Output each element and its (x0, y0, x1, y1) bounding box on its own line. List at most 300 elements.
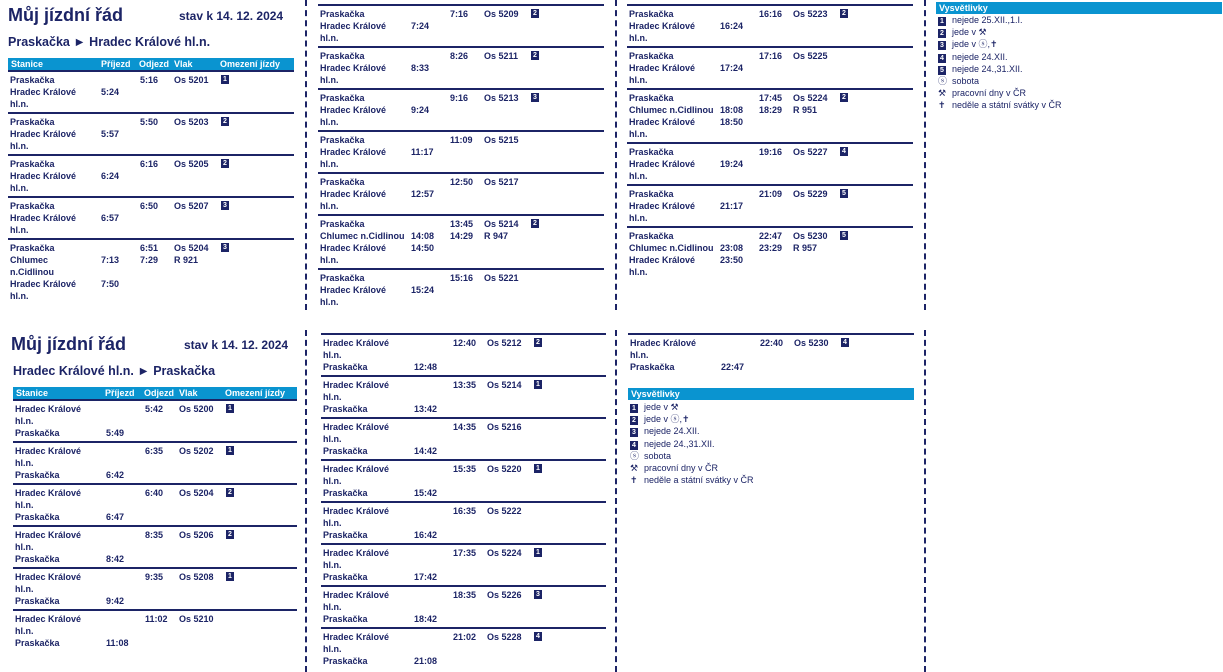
departure-cell: 6:16 (140, 159, 159, 169)
station-cell: hl.n. (323, 518, 342, 528)
station-cell: Hradec Králové (629, 159, 696, 169)
timetable-row (318, 74, 604, 86)
legend-item (630, 451, 671, 462)
station-cell: Praskačka (15, 512, 60, 522)
train-cell: Os 5228 (487, 632, 522, 642)
connection-block (321, 417, 606, 457)
timetable-row (8, 98, 294, 110)
legend-symbol: 1 (938, 17, 946, 26)
timetable-row (627, 62, 913, 74)
legend-item (630, 414, 690, 425)
train-cell: R 947 (484, 231, 509, 241)
bottom-column-2 (321, 333, 606, 669)
timetable-row (13, 457, 297, 469)
train-cell: Os 5224 (487, 548, 522, 558)
train-cell: Os 5216 (487, 422, 522, 432)
station-cell: Hradec Králové (15, 446, 82, 456)
legend-symbol: ⚒ (630, 463, 639, 473)
connection-block (13, 609, 297, 649)
station-cell: Hradec Králové (323, 338, 390, 348)
train-cell: R 921 (174, 255, 199, 265)
departure-cell: 6:35 (145, 446, 164, 456)
timetable-row (318, 272, 604, 284)
connection-block (627, 46, 913, 86)
timetable-row (318, 146, 604, 158)
departure-cell: 8:26 (450, 51, 469, 61)
station-cell: Hradec Králové (629, 21, 696, 31)
arrival-cell: 8:33 (411, 63, 430, 73)
departure-cell: 8:35 (145, 530, 164, 540)
departure-cell: 19:16 (759, 147, 783, 157)
timetable-row (13, 415, 297, 427)
station-cell: Chlumec n.Cidlinou (629, 243, 714, 253)
connection-block (321, 375, 606, 415)
station-cell: Praskačka (629, 93, 674, 103)
station-cell: Praskačka (630, 362, 675, 372)
station-cell: Praskačka (323, 614, 368, 624)
timetable-row (627, 200, 913, 212)
legend-symbol: 4 (938, 54, 946, 63)
timetable-row (8, 266, 294, 278)
connection-block (321, 543, 606, 583)
station-cell: hl.n. (320, 33, 339, 43)
connection-block (8, 238, 294, 302)
restriction-badge: 5 (840, 189, 848, 198)
timetable-row (318, 230, 604, 242)
legend-symbol: 3 (938, 41, 946, 50)
restriction-badge: 1 (226, 404, 234, 413)
timetable-row (321, 379, 606, 391)
timetable-row (321, 631, 606, 643)
timetable-row (321, 463, 606, 475)
arrival-cell: 16:42 (414, 530, 438, 540)
timetable-row (627, 50, 913, 62)
restriction-badge: 4 (840, 147, 848, 156)
legend-symbol: ⓢ (938, 76, 948, 86)
timetable-row (13, 595, 297, 607)
restriction-badge: 2 (531, 51, 539, 60)
legend-text: pracovní dny v ČR (644, 463, 719, 473)
station-cell: Praskačka (10, 159, 55, 169)
timetable-row (627, 92, 913, 104)
restriction-badge: 2 (221, 117, 229, 126)
departure-cell: 15:35 (453, 464, 477, 474)
timetable-row (627, 242, 913, 254)
timetable-row (8, 290, 294, 302)
timetable-row (627, 212, 913, 224)
timetable-row (8, 158, 294, 170)
timetable-row (321, 421, 606, 433)
departure-cell: 14:35 (453, 422, 477, 432)
timetable-row (318, 116, 604, 128)
train-cell: Os 5220 (487, 464, 522, 474)
station-cell: Hradec Králové (15, 572, 82, 582)
connection-block (318, 172, 604, 212)
legend-item (938, 76, 979, 87)
timetable-row (321, 613, 606, 625)
timetable-row (13, 613, 297, 625)
train-cell: Os 5212 (487, 338, 522, 348)
timetable-row (318, 242, 604, 254)
departure-cell: 15:16 (450, 273, 474, 283)
train-cell: Os 5230 (793, 231, 828, 241)
arrival-cell: 14:42 (414, 446, 438, 456)
timetable-row (627, 188, 913, 200)
timetable-row (627, 74, 913, 86)
timetable-row (13, 583, 297, 595)
header-departure: Odjezd (139, 59, 170, 69)
restriction-badge: 4 (841, 338, 849, 347)
legend-symbol: ✝ (630, 475, 638, 486)
station-cell: Hradec Králové (320, 285, 387, 295)
timetable-row (13, 499, 297, 511)
connection-block (8, 154, 294, 194)
train-cell: Os 5223 (793, 9, 828, 19)
connection-block (318, 88, 604, 128)
station-cell: Hradec Králové (323, 548, 390, 558)
train-cell: Os 5224 (793, 93, 828, 103)
connection-block (321, 627, 606, 667)
connection-block (318, 268, 604, 308)
connection-block (318, 214, 604, 266)
station-cell: Praskačka (10, 117, 55, 127)
connection-block (318, 4, 604, 44)
legend-symbol: ⚒ (938, 88, 947, 99)
divider (305, 330, 307, 672)
arrival-cell: 22:47 (721, 362, 745, 372)
header-arrival: Příjezd (101, 59, 131, 69)
legend-item (938, 100, 1062, 111)
timetable-row (8, 278, 294, 290)
arrival-cell: 6:47 (106, 512, 125, 522)
departure-cell: 13:45 (450, 219, 474, 229)
station-cell: hl.n. (10, 99, 29, 109)
legend-text: sobota (952, 76, 980, 86)
station-cell: Hradec Králové (630, 338, 697, 348)
station-cell: Hradec Králové (323, 632, 390, 642)
header-departure: Odjezd (144, 388, 175, 398)
header-train: Vlak (174, 59, 193, 69)
timetable-row (8, 254, 294, 266)
arrival-cell: 17:42 (414, 572, 438, 582)
arrival-cell: 7:24 (411, 21, 430, 31)
header-station: Stanice (11, 59, 44, 69)
station-cell: Hradec Králové (15, 530, 82, 540)
station-cell: Chlumec n.Cidlinou (320, 231, 405, 241)
timetable-row (321, 433, 606, 445)
station-cell: hl.n. (630, 350, 649, 360)
timetable-row (13, 571, 297, 583)
arrival-cell: 7:13 (101, 255, 120, 265)
timetable-row (627, 158, 913, 170)
train-cell: Os 5204 (174, 243, 209, 253)
station-cell: hl.n. (15, 500, 34, 510)
station-cell: hl.n. (323, 434, 342, 444)
timetable-row (321, 547, 606, 559)
route-title-return: Hradec Králové hl.n. ► Praskačka (13, 364, 216, 378)
station-cell: hl.n. (15, 416, 34, 426)
timetable-row (627, 170, 913, 182)
station-cell: Praskačka (323, 656, 368, 666)
connection-block (321, 585, 606, 625)
station-cell: Praskačka (320, 9, 365, 19)
train-cell: Os 5225 (793, 51, 828, 61)
station-cell: Hradec Králové (323, 422, 390, 432)
bottom-column-3 (628, 333, 914, 375)
departure-cell: 16:16 (759, 9, 783, 19)
legend-title: Vysvětlivky (936, 2, 1222, 14)
connection-block (318, 46, 604, 86)
arrival-cell: 21:08 (414, 656, 438, 666)
train-cell: Os 5207 (174, 201, 209, 211)
station-cell: hl.n. (629, 75, 648, 85)
top-column-3 (627, 4, 913, 280)
station-cell: Hradec Králové (320, 147, 387, 157)
arrival-cell: 14:08 (411, 231, 435, 241)
timetable-row (318, 176, 604, 188)
station-cell: hl.n. (629, 267, 648, 277)
restriction-badge: 3 (531, 93, 539, 102)
timetable-row (321, 589, 606, 601)
timetable-row (13, 427, 297, 439)
restriction-badge: 3 (221, 201, 229, 210)
timetable-row (13, 625, 297, 637)
connection-block (627, 184, 913, 224)
station-cell: Praskačka (320, 177, 365, 187)
connection-block (627, 226, 913, 278)
station-cell: Hradec Králové (15, 614, 82, 624)
connection-block (627, 4, 913, 44)
train-cell: Os 5210 (179, 614, 214, 624)
timetable-row (8, 212, 294, 224)
timetable-row (318, 32, 604, 44)
timetable-row (321, 505, 606, 517)
divider (305, 0, 307, 310)
connection-block (8, 112, 294, 152)
departure-cell: 9:35 (145, 572, 164, 582)
legend-text: nejede 24.,31.XII. (952, 63, 1023, 74)
departure-cell: 17:45 (759, 93, 783, 103)
table-header (8, 58, 294, 70)
legend-item (630, 475, 754, 486)
station-cell: Hradec Králové (629, 63, 696, 73)
arrival-cell: 7:50 (101, 279, 120, 289)
departure-cell: 17:16 (759, 51, 783, 61)
station-cell: Hradec Králové (10, 87, 77, 97)
page-title-return: Můj jízdní řád (11, 334, 126, 354)
train-cell: Os 5214 (484, 219, 519, 229)
timetable-row (318, 188, 604, 200)
departure-cell: 21:02 (453, 632, 477, 642)
station-cell: hl.n. (320, 255, 339, 265)
restriction-badge: 3 (534, 590, 542, 599)
station-cell: hl.n. (323, 644, 342, 654)
train-cell: Os 5213 (484, 93, 519, 103)
legend-text: neděle a státní svátky v ČR (952, 100, 1062, 111)
station-cell: hl.n. (320, 117, 339, 127)
timetable-row (627, 116, 913, 128)
timetable-row (321, 391, 606, 403)
station-cell: hl.n. (323, 476, 342, 486)
timetable-row (321, 349, 606, 361)
arrival-cell: 5:49 (106, 428, 125, 438)
legend-text: sobota (644, 450, 672, 461)
station-cell: Hradec Králové (10, 279, 77, 289)
train-cell: Os 5203 (174, 117, 209, 127)
station-cell: Hradec Králové (10, 129, 77, 139)
divider (924, 0, 926, 310)
station-cell: Hradec Králové (323, 506, 390, 516)
top-column-2 (318, 4, 604, 310)
timetable-row (8, 182, 294, 194)
legend-symbol: ✝ (938, 100, 946, 111)
restriction-badge: 2 (840, 9, 848, 18)
train-cell: Os 5200 (179, 404, 214, 414)
timetable-row (321, 445, 606, 457)
station-cell: hl.n. (10, 141, 29, 151)
station-cell: Hradec Králové (320, 243, 387, 253)
station-cell: Praskačka (320, 93, 365, 103)
valid-date: stav k 14. 12. 2024 (179, 9, 284, 23)
timetable-row (8, 140, 294, 152)
train-cell: Os 5209 (484, 9, 519, 19)
arrival-cell: 9:24 (411, 105, 430, 115)
station-cell: Praskačka (320, 273, 365, 283)
arrival-cell: 14:50 (411, 243, 435, 253)
timetable-row (318, 20, 604, 32)
arrival-cell: 5:24 (101, 87, 120, 97)
arrival-cell: 12:48 (414, 362, 438, 372)
timetable-row (321, 571, 606, 583)
station-cell: Praskačka (323, 446, 368, 456)
departure-cell: 12:50 (450, 177, 474, 187)
station-cell: Praskačka (629, 231, 674, 241)
timetable-row (321, 403, 606, 415)
header-station: Stanice (16, 388, 49, 398)
restriction-badge: 2 (534, 338, 542, 347)
legend-item (630, 426, 700, 437)
connection-block (627, 142, 913, 182)
station-cell: Praskačka (323, 572, 368, 582)
restriction-badge: 5 (840, 231, 848, 240)
legend-symbol: 2 (938, 29, 946, 38)
timetable-row (321, 601, 606, 613)
timetable-row (321, 337, 606, 349)
timetable-row (13, 403, 297, 415)
departure-cell: 16:35 (453, 506, 477, 516)
station-cell: Praskačka (323, 530, 368, 540)
departure-cell: 13:35 (453, 380, 477, 390)
station-cell: hl.n. (15, 458, 34, 468)
arrival-cell: 11:08 (106, 638, 129, 648)
timetable-row (628, 361, 914, 373)
timetable-row (318, 296, 604, 308)
departure-cell: 17:35 (453, 548, 477, 558)
train-cell: R 951 (793, 105, 818, 115)
timetable-row (8, 74, 294, 86)
station-cell: Praskačka (320, 135, 365, 145)
connection-block (318, 130, 604, 170)
legend-item (630, 439, 715, 450)
timetable-row (627, 128, 913, 140)
timetable-row (13, 469, 297, 481)
departure-cell: 6:40 (145, 488, 164, 498)
top-column-1 (8, 70, 294, 304)
restriction-badge: 2 (226, 488, 234, 497)
station-cell: hl.n. (629, 213, 648, 223)
timetable-row (318, 134, 604, 146)
legend-item (938, 27, 987, 38)
legend-text: nejede 24.XII. (644, 426, 700, 437)
station-cell: Praskačka (629, 147, 674, 157)
timetable-row (8, 116, 294, 128)
arrival-cell: 21:17 (720, 201, 744, 211)
legend-text: neděle a státní svátky v ČR (644, 475, 754, 486)
connection-block (321, 501, 606, 541)
train-cell: Os 5217 (484, 177, 519, 187)
train-cell: Os 5221 (484, 273, 519, 283)
station-cell: Praskačka (15, 638, 60, 648)
station-cell: hl.n. (15, 542, 34, 552)
timetable-row (13, 541, 297, 553)
timetable-row (13, 529, 297, 541)
station-cell: Praskačka (15, 596, 60, 606)
connection-block (13, 441, 297, 481)
timetable-row (318, 158, 604, 170)
timetable-row (627, 266, 913, 278)
departure-cell: 21:09 (759, 189, 783, 199)
timetable-row (13, 445, 297, 457)
legend-text: jede v ⓢ,✝ (644, 414, 690, 425)
restriction-badge: 2 (221, 159, 229, 168)
departure-cell: 22:40 (760, 338, 784, 348)
timetable-row (13, 637, 297, 649)
station-cell: Hradec Králové (10, 171, 77, 181)
train-cell: Os 5204 (179, 488, 214, 498)
station-cell: Chlumec n.Cidlinou (629, 105, 714, 115)
timetable-row (318, 218, 604, 230)
restriction-badge: 2 (531, 9, 539, 18)
restriction-badge: 1 (226, 446, 234, 455)
arrival-cell: 15:24 (411, 285, 435, 295)
timetable-row (321, 655, 606, 667)
timetable-row (627, 230, 913, 242)
station-cell: hl.n. (320, 75, 339, 85)
restriction-badge: 1 (221, 75, 229, 84)
timetable-row (8, 86, 294, 98)
timetable-row (318, 104, 604, 116)
station-cell: Praskačka (15, 428, 60, 438)
station-cell: Hradec Králové (15, 488, 82, 498)
restriction-badge: 4 (534, 632, 542, 641)
connection-block (628, 333, 914, 373)
arrival-cell: 13:42 (414, 404, 438, 414)
departure-cell: 18:35 (453, 590, 477, 600)
timetable-row (627, 8, 913, 20)
legend-item (938, 64, 1023, 75)
timetable-row (8, 128, 294, 140)
station-cell: Praskačka (10, 243, 55, 253)
restriction-badge: 2 (226, 530, 234, 539)
train-cell: Os 5230 (794, 338, 829, 348)
arrival-cell: 17:24 (720, 63, 744, 73)
station-cell: Hradec Králové (629, 201, 696, 211)
station-cell: Hradec Králové (320, 21, 387, 31)
timetable-row (13, 511, 297, 523)
table-header (13, 387, 297, 399)
legend-text: nejede 24.,31.XII. (644, 438, 715, 449)
train-cell: R 957 (793, 243, 818, 253)
